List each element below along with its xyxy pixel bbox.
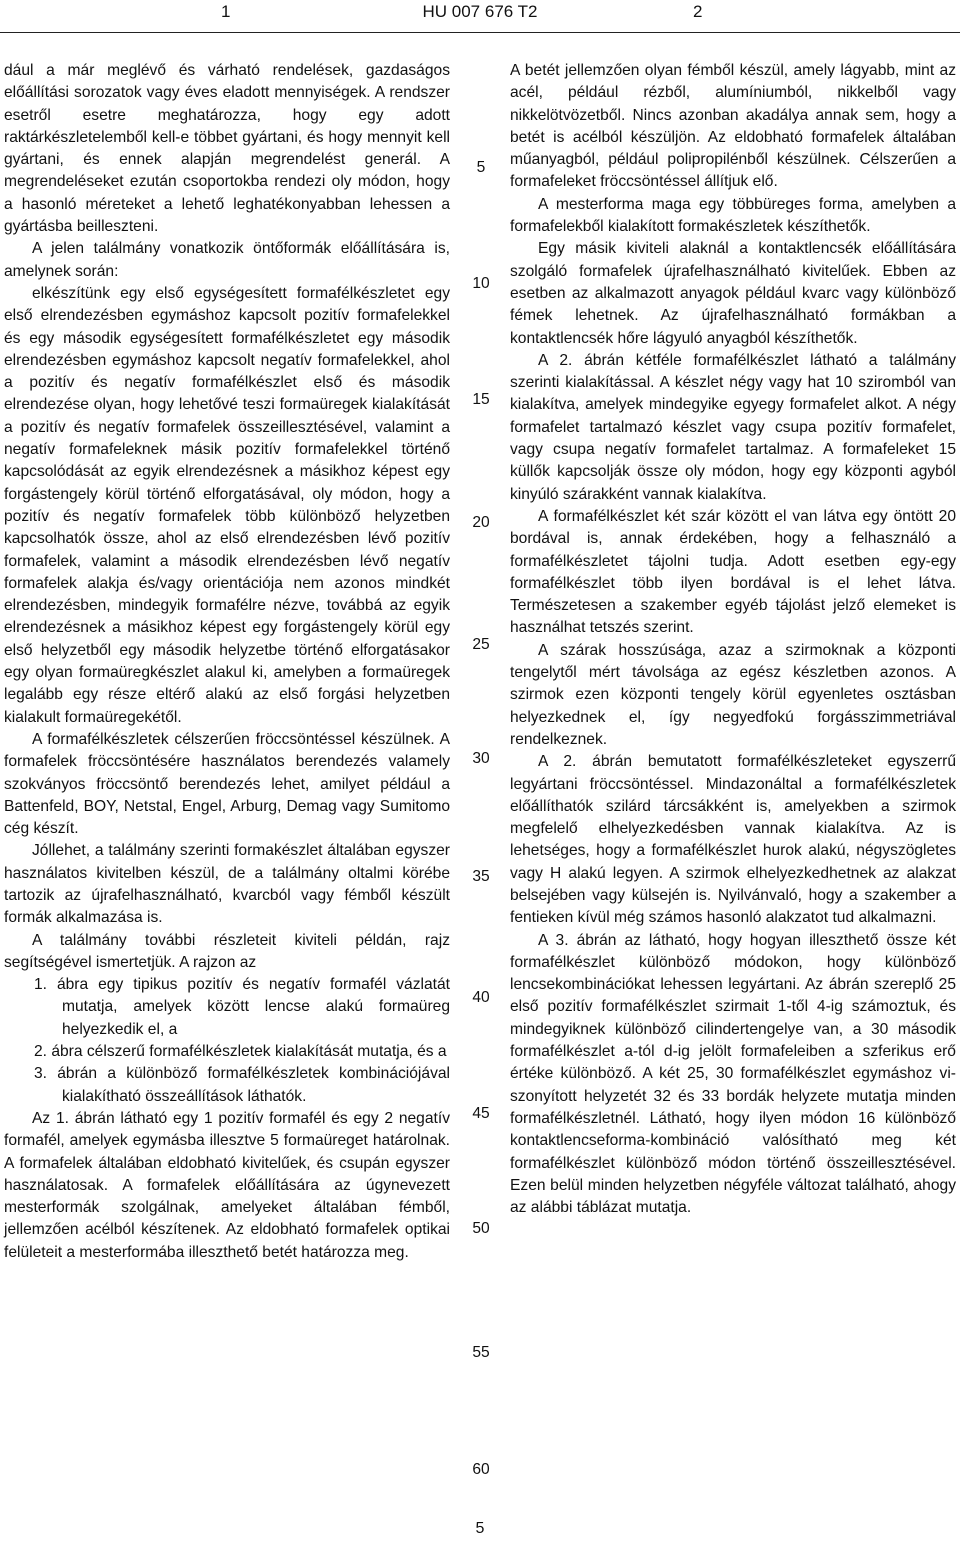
line-number: 60 (472, 1461, 490, 1478)
header-rule (0, 32, 960, 33)
figure-list-item: 2. ábra célszerű formafélkészletek kialakítását mutatja, és a (34, 1043, 447, 1061)
line-number: 30 (472, 750, 490, 767)
line-number: 20 (472, 514, 490, 531)
right-column (510, 60, 956, 1219)
page-number: 5 (475, 1520, 485, 1537)
paragraph: Jóllehet, a találmány szerinti formakészlet általában egyszer használatos kivitelben készül, de a találmány oltalmi körébe tartozik az újrafelhasználható, kvarcból vagy fémből készült formák alkalmazása is. (4, 842, 450, 927)
paragraph: A formafélkészlet két szár között el van látva egy öntött 20 bordával is, annak érdekében, hogy a felhasználó a formafélkészletet tájolni tudja. Adott esetben egy-egy formafélkészlet több ilyen bordával is el lehet látva. Természetesen a szakember egyéb tájolást jelző elemeket is használhat tetszés szerint. (510, 507, 956, 637)
line-number: 5 (476, 159, 486, 176)
paragraph: Az 1. ábrán látható egy 1 pozitív formafél és egy 2 negatív formafél, amelyek egymásba illesztve 5 formaüreget határolnak. A formafelek általában eldobható kivitelűek, és csupán egyszer használatosak. A formafelek előállítására az úgynevezett mesterformák szolgálnak, amelyeket általában fémből, jellemzően acélból készítenek. Az eldobható formafelek optikai felületeit a mesterformába illeszthető betét határozza meg. (4, 1109, 450, 1261)
paragraph: A formafélkészletek célszerűen fröccsöntéssel készülnek. A formafelek fröccsöntésére használatos berendezés valamely szokványos fröccsöntő berendezés lehet, amilyet például a Battenfeld, BOY, Netstal, Engel, Arburg, Demag vagy Sumitomo cég készít. (4, 730, 450, 838)
figure-list-item: 1. ábra egy tipikus pozitív és negatív formafél vázlatát mutatja, amelyek között lencse alakú formaüreg helyezkedik el, a (34, 976, 450, 1038)
line-number: 45 (472, 1105, 490, 1122)
left-page-number: 1 (221, 2, 231, 21)
document-id: HU 007 676 T2 (422, 2, 538, 21)
line-number: 55 (472, 1344, 490, 1361)
figure-list-item: 3. ábrán a különböző formafélkészletek kombinációjával kialakítható összeállítások láthatók. (34, 1065, 450, 1105)
line-number: 35 (472, 868, 490, 885)
paragraph: Egy másik kiviteli alaknál a kontaktlencsék előállítására szolgáló formafelek újrafelhasználható kivitelűek. Ebben az esetben az alkalmazott anyagok például kvarc vagy különböző fémek lehetnek. Az újrafelhasználható formákban a kontaktlencsék hőre lágyuló anyagból készíthetők. (510, 240, 956, 347)
right-page-number: 2 (693, 2, 703, 21)
paragraph: A találmány további részleteit kiviteli példán, rajz segítségével ismertetjük. A rajzon az (4, 931, 450, 971)
paragraph: A betét jellemzően olyan fémből készül, amely lágyabb, mint az acél, például rézből, alumíniumból, nikkelből vagy nikkelötvözetből. Nincs azonban akadálya annak sem, hogy a betét is acélból készüljön. Az eldobható formafelek általában műanyagból, például polipropilénből készülnek. Célszerűen a formafeleket fröccsöntéssel állítjuk elő. (510, 62, 956, 191)
paragraph: A 2. ábrán bemutatott formafélkészleteket egyszerrű legyártani fröccsöntéssel. Mindazonáltal a formafélkészletek előállíthatók szilárd tárcsákként is, amelyekben a szirmok megfelelő elhelyezkedésben vannak kialakítva. Az is lehetséges, hogy a formafélkészlet hurok alakú, négyszögletes vagy H alakú legyen. A szirmok elhelyezkedhetnek az alakzat belsejében vagy külsején is. Nyilvánvaló, hogy a szakember a fentieken kívül még számos hasonló alakzatot tud alkalmazni. (510, 753, 956, 927)
line-number: 10 (472, 275, 490, 292)
left-column (4, 60, 450, 1264)
line-number: 50 (472, 1220, 490, 1237)
line-number: 15 (472, 391, 490, 408)
paragraph: dául a már meglévő és várható rendelések, gazdaságos előállítási sorozatok vagy éves eladott mennyiségek. A rendszer esetről esetre meghatározza, hogy egy adott raktárkészletelemből kell-e többet gyártani, és hogy mennyit kell gyártani, és ennek alapján megrendelést generál. A megrendeléseket ezután csoportokba rendezi oly módon, hogy a hasonló méreteket a lehető leghatékonyabban lehessen a gyártásba beilleszteni. (4, 62, 450, 236)
line-number: 25 (472, 636, 490, 653)
paragraph: A 3. ábrán az látható, hogy hogyan illeszthető össze két formafélkészlet különböző módokon, hogy különböző lencsekombinációkat lehessen legyártani. Az ábrán szereplő 25 első pozitív formafélkészlet szirmait 1-től 4-ig számoztuk, és mindegyiknek különböző cilindertengelye van, a 30 második formafélkészlet a-tól d-ig jelölt formafeleiben a szferikus erő értéke különböző. A két 25, 30 formafélkészlet egymáshoz viszonyított helyzetét 32 és 33 bordák helyzete mutatja minden formafélkészletnél. Látható, hogy ilyen módon 16 különböző kontaktlencseforma-kombináció valósítható meg két formafélkészlet különböző módon történő összeillesztésével. Ezen belül minden helyzetben négyféle változat található, ahogy az alábbi táblázat mutatja. (510, 931, 956, 1217)
paragraph: elkészítünk egy első egységesített formafélkészletet egy első elrendezésben egymáshoz kapcsolt pozitív formafelekkel és egy második egységesített formafélkészletet egy második elrendezésben egymáshoz kapcsolt negatív formafelekkel, ahol a pozitív és negatív formafélkészlet első és második elrendezése olyan, hogy lehetővé teszi formaüregek kialakítását a pozitív és negatív formafelek összeillesztésével, valamint a negatív formafeleknek másik pozitív formafelekkel történő kapcsolódását az egyik elrendezésnek a másikhoz képest egy forgástengely körül történő elforgatásával, oly módon, hogy a pozitív és negatív formafelek több különböző helyzetben kapcsolhatók össze, ahol az első elrendezésben lévő pozitív formafelek, valamint a második elrendezésben lévő negatív formafelek alakja és/vagy orientációja nem azonos mindkét elrendezésben, mindegyik formafélre nézve, továbbá az egyik elrendezésnek a másikhoz képest egy forgástengely körül egy első helyzetből egy második helyzetbe történő elforgatásakor egy olyan formaüregkészlet alakul ki, amelyben a formaüregek legalább egy része eltérő alakú az első forgási helyzetben kialakult formaüregekétől. (4, 284, 450, 726)
paragraph: A 2. ábrán kétféle formafélkészlet látható a találmány szerinti kialakítással. A készlet négy vagy hat 10 sziromból van kialakítva, amelyek mindegyike egyegy formafelet alkot. A négy formafelet tartalmazó készlet vagy csupa pozitív formafelet, vagy csupa negatív formafelet tartalmaz. A formafeleket 15 küllők kapcsolják össze oly módon, hogy egy központi agyból kinyúló szárakként vannak kialakítva. (510, 351, 956, 503)
paragraph: A mesterforma maga egy többüreges forma, amelyben a formafelekből kialakított formakészletek készíthetők. (510, 195, 956, 236)
line-number: 40 (472, 989, 490, 1006)
paragraph: A jelen találmány vonatkozik öntőformák előállítására is, amelynek során: (4, 240, 450, 280)
paragraph: A szárak hosszúsága, azaz a szirmoknak a központi tengelytől mért távolsága az egész készletben azonos. A szirmok ezen központi tengely körül egyenletes osztásban helyezkednek el, így negyedfokú forgásszimmetriával rendelkeznek. (510, 641, 956, 748)
